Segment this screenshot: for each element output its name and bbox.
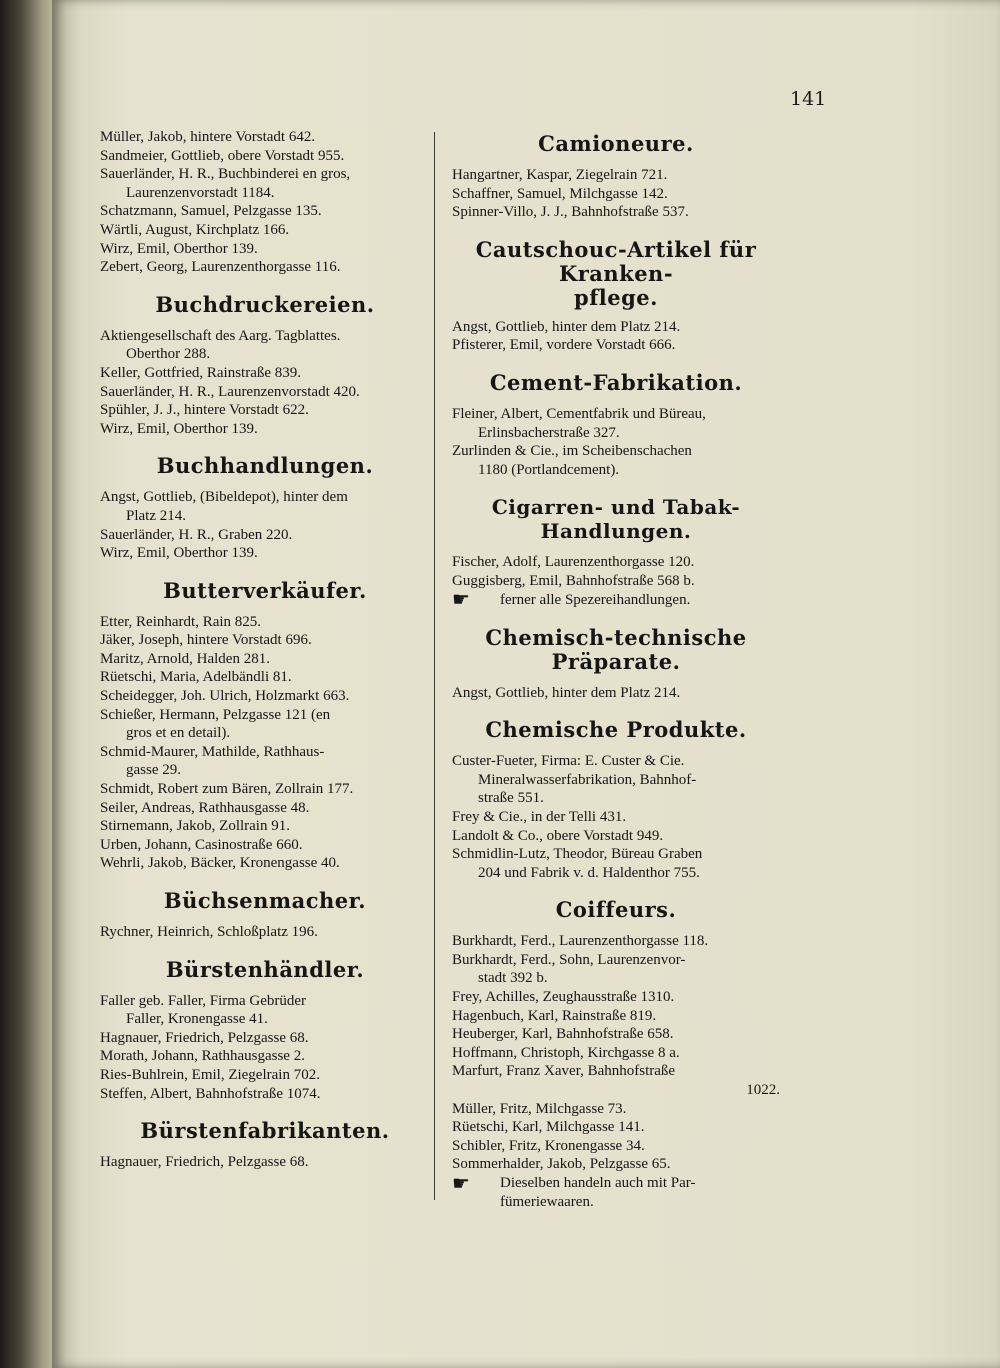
section-butterverkaeufer [100,579,430,873]
entry-text: Hagenbuch, Karl, Rainstraße 819. [452,1007,657,1024]
list-item [452,185,780,204]
entry-text: Rüetschi, Maria, Adelbändli 81. [100,669,292,686]
list-item [452,808,780,827]
entry-text: Keller, Gottfried, Rainstraße 839. [100,364,302,381]
list-item [100,420,430,439]
list-item [452,845,780,882]
note-text: fümeriewaaren. [500,1194,594,1210]
entry-text: Guggisberg, Emil, Bahnhofstraße 568 b. [452,572,695,589]
section-buechsenmacher [100,889,430,942]
section-buerstenfabrikanten [100,1119,430,1172]
entry-text: Scheidegger, Joh. Ulrich, Holzmarkt 663. [100,688,350,705]
section-heading: Coiffeurs. [555,897,677,923]
entry-text: Landolt & Co., obere Vorstadt 949. [452,827,664,844]
entry-text: Steffen, Albert, Bahnhofstraße 1074. [100,1085,321,1102]
list-item [100,854,430,873]
entry-text: Burkhardt, Ferd., Laurenzenthorgasse 118. [452,933,709,950]
section-heading: Camioneure. [538,131,694,156]
right-column [452,128,780,1212]
list-item [452,1062,780,1099]
section-heading: Bürstenhändler. [165,956,365,982]
entry-text: Faller geb. Faller, Firma Gebrüder [100,992,307,1009]
entry-text: Wirz, Emil, Oberthor 139. [100,545,258,562]
entry-text: Rüetschi, Karl, Milchgasse 141. [452,1119,645,1136]
entry-text: Stirnemann, Jakob, Zollrain 91. [100,818,290,835]
entry-text: Maritz, Arnold, Halden 281. [100,650,270,667]
section-cement [452,371,780,479]
list-item [452,951,780,988]
note-text: Dieselben handeln auch mit Par- [500,1175,696,1191]
entry-text: Ries-Buhlrein, Emil, Ziegelrain 702. [100,1066,320,1083]
entry-continuation: 204 und Fabrik v. d. Haldenthor 755. [478,864,700,881]
list-item [100,165,430,202]
section-heading: Büchsenmacher. [163,888,367,913]
entry-text: Morath, Johann, Rathhausgasse 2. [100,1048,305,1065]
section-heading: Buchhandlungen. [156,453,374,479]
list-item [100,221,430,240]
section-heading: Cigarren- und Tabak-Handlungen. [491,495,741,544]
list-item [100,923,430,942]
section-buerstenhaendler [100,958,430,1104]
list-item [452,318,780,337]
entry-text: Müller, Jakob, hintere Vorstadt 642. [100,129,316,145]
list-item [100,1047,430,1066]
entry-text: Fischer, Adolf, Laurenzenthorgasse 120. [452,554,695,571]
list-item [452,1137,780,1156]
entry-text: Custer-Fueter, Firma: E. Custer & Cie. [452,753,685,770]
list-item [100,383,430,402]
entry-continuation: Faller, Kronengasse 41. [126,1011,268,1028]
entry-text: Wehrli, Jakob, Bäcker, Kronengasse 40. [100,855,340,872]
section-buchhandlungen [100,454,430,562]
left-column [100,128,430,1172]
column-divider [434,132,435,1200]
section-continued-entries [100,128,430,277]
entry-text: Sauerländer, H. R., Laurenzenvorstadt 420. [100,383,360,400]
list-item [100,526,430,545]
list-item [452,684,780,703]
list-item [100,706,430,743]
list-item [100,258,430,277]
entry-text: Frey & Cie., in der Telli 431. [452,808,627,825]
list-item [100,780,430,799]
entry-text: Spühler, J. J., hintere Vorstadt 622. [100,402,309,419]
entry-text: Zurlinden & Cie., im Scheibenschachen [452,443,692,460]
pointing-hand-icon: ☛ [452,1172,470,1195]
list-item [100,202,430,221]
entry-text: Sommerhalder, Jakob, Pelzgasse 65. [452,1156,671,1173]
section-heading: Cement-Fabrikation. [489,369,743,395]
entry-continuation: straße 551. [478,790,544,807]
entry-text: Angst, Gottlieb, hinter dem Platz 214. [452,318,681,335]
section-camioneure [452,132,780,222]
list-item [452,932,780,951]
list-item [100,1085,430,1104]
list-item [100,992,430,1029]
heading-line: pflege. [574,284,658,310]
entry-text: Sandmeier, Gottlieb, obere Vorstadt 955. [100,147,345,164]
section-coiffeurs [452,898,780,1212]
list-item [100,401,430,420]
reference-note [452,1174,780,1193]
list-item [452,166,780,185]
list-item [452,1100,780,1119]
entry-text: Seiler, Andreas, Rathhausgasse 48. [100,799,310,816]
entry-continuation: Oberthor 288. [126,346,211,363]
page-number: 141 [790,88,827,110]
entry-continuation: gasse 29. [126,762,181,779]
entry-continuation: Mineralwasserfabrikation, Bahnhof- [478,771,697,788]
section-heading: Butterverkäufer. [163,577,367,603]
entry-text: Hoffmann, Christoph, Kirchgasse 8 a. [452,1044,680,1061]
list-item [452,203,780,222]
entry-text: Zebert, Georg, Laurenzenthorgasse 116. [100,259,341,276]
list-item [100,364,430,383]
list-item [100,327,430,364]
list-item [100,147,430,166]
entry-text: Burkhardt, Ferd., Sohn, Laurenzenvor- [452,951,686,968]
list-item [452,752,780,808]
list-item [100,1066,430,1085]
entry-text: Angst, Gottlieb, hinter dem Platz 214. [452,684,681,701]
entry-text: Wirz, Emil, Oberthor 139. [100,240,258,257]
list-item [452,1007,780,1026]
book-binding-edge [0,0,58,1368]
list-item [100,488,430,525]
list-item [100,128,430,147]
entry-text: Heuberger, Karl, Bahnhofstraße 658. [452,1026,674,1043]
entry-continuation: 1180 (Portlandcement). [478,461,620,478]
entry-text: Spinner-Villo, J. J., Bahnhofstraße 537. [452,204,689,221]
section-heading: Buchdruckereien. [155,291,375,317]
entry-text: Müller, Fritz, Milchgasse 73. [452,1100,627,1117]
list-item [100,836,430,855]
entry-text: Fleiner, Albert, Cementfabrik und Büreau, [452,405,706,422]
entry-continuation: Laurenzenvorstadt 1184. [126,184,275,201]
list-item [452,827,780,846]
list-item [100,240,430,259]
entry-text: Schmid-Maurer, Mathilde, Rathhaus- [100,743,325,760]
reference-note-continuation [452,1193,780,1212]
entry-text: Pfisterer, Emil, vordere Vorstadt 666. [452,337,676,354]
list-item [100,650,430,669]
list-item [452,405,780,442]
section-heading: Chemische Produkte. [485,717,747,743]
list-item [100,817,430,836]
list-item [452,988,780,1007]
entry-continuation: Erlinsbacherstraße 327. [478,424,620,441]
entry-text: Schießer, Hermann, Pelzgasse 121 (en [100,706,331,723]
section-cigarren [452,495,780,612]
entry-text: Wirz, Emil, Oberthor 139. [100,420,258,437]
section-heading: Chemisch-technische Präparate. [485,624,747,674]
list-item [452,1025,780,1044]
list-item [100,799,430,818]
section-cautschouc [452,238,780,355]
entry-text: Sauerländer, H. R., Graben 220. [100,526,293,543]
list-item [100,631,430,650]
section-heading [452,238,780,310]
entry-text: Etter, Reinhardt, Rain 825. [100,613,262,630]
entry-text: Jäker, Joseph, hintere Vorstadt 696. [100,632,312,649]
entry-text: Schmidlin-Lutz, Theodor, Büreau Graben [452,846,703,863]
list-item [100,1153,430,1172]
section-buchdruckereien [100,293,430,439]
entry-text: Hagnauer, Friedrich, Pelzgasse 68. [100,1154,309,1171]
note-text: ferner alle Spezereihandlungen. [500,591,691,608]
list-item [100,687,430,706]
entry-continuation: gros et en detail). [126,725,231,742]
section-chemisch-technische [452,626,780,703]
entry-text: Hangartner, Kaspar, Ziegelrain 721. [452,167,668,183]
entry-continuation: stadt 392 b. [478,970,548,987]
list-item [452,442,780,479]
pointing-hand-icon: ☛ [452,589,470,612]
entry-text: Hagnauer, Friedrich, Pelzgasse 68. [100,1029,309,1046]
entry-text: Schmidt, Robert zum Bären, Zollrain 177. [100,781,354,798]
list-item [100,668,430,687]
list-item [452,1155,780,1174]
list-item [100,743,430,780]
section-chemische-produkte [452,718,780,882]
entry-text: Angst, Gottlieb, (Bibeldepot), hinter dem [100,489,348,506]
section-heading: Bürstenfabrikanten. [140,1118,390,1144]
entry-continuation: 1022. [746,1082,780,1099]
list-item [100,1029,430,1048]
entry-text: Sauerländer, H. R., Buchbinderei en gros, [100,166,351,183]
list-item [100,613,430,632]
entry-text: Rychner, Heinrich, Schloßplatz 196. [100,924,318,940]
heading-line: Cautschouc-Artikel für Kranken- [475,236,757,286]
entry-text: Aktiengesellschaft des Aarg. Tagblattes. [100,327,341,344]
entry-text: Schatzmann, Samuel, Pelzgasse 135. [100,203,322,220]
list-item [100,544,430,563]
list-item [452,572,780,591]
entry-text: Schibler, Fritz, Kronengasse 34. [452,1137,645,1154]
entry-text: Frey, Achilles, Zeughausstraße 1310. [452,989,675,1006]
entry-text: Urben, Johann, Casinostraße 660. [100,836,303,853]
list-item [452,1118,780,1137]
entry-text: Schaffner, Samuel, Milchgasse 142. [452,185,668,202]
list-item [452,1044,780,1063]
entry-text: Marfurt, Franz Xaver, Bahnhofstraße [452,1063,676,1080]
entry-continuation: Platz 214. [126,507,186,524]
list-item [452,336,780,355]
reference-note [452,591,780,610]
list-item [452,553,780,572]
entry-text: Wärtli, August, Kirchplatz 166. [100,221,290,238]
